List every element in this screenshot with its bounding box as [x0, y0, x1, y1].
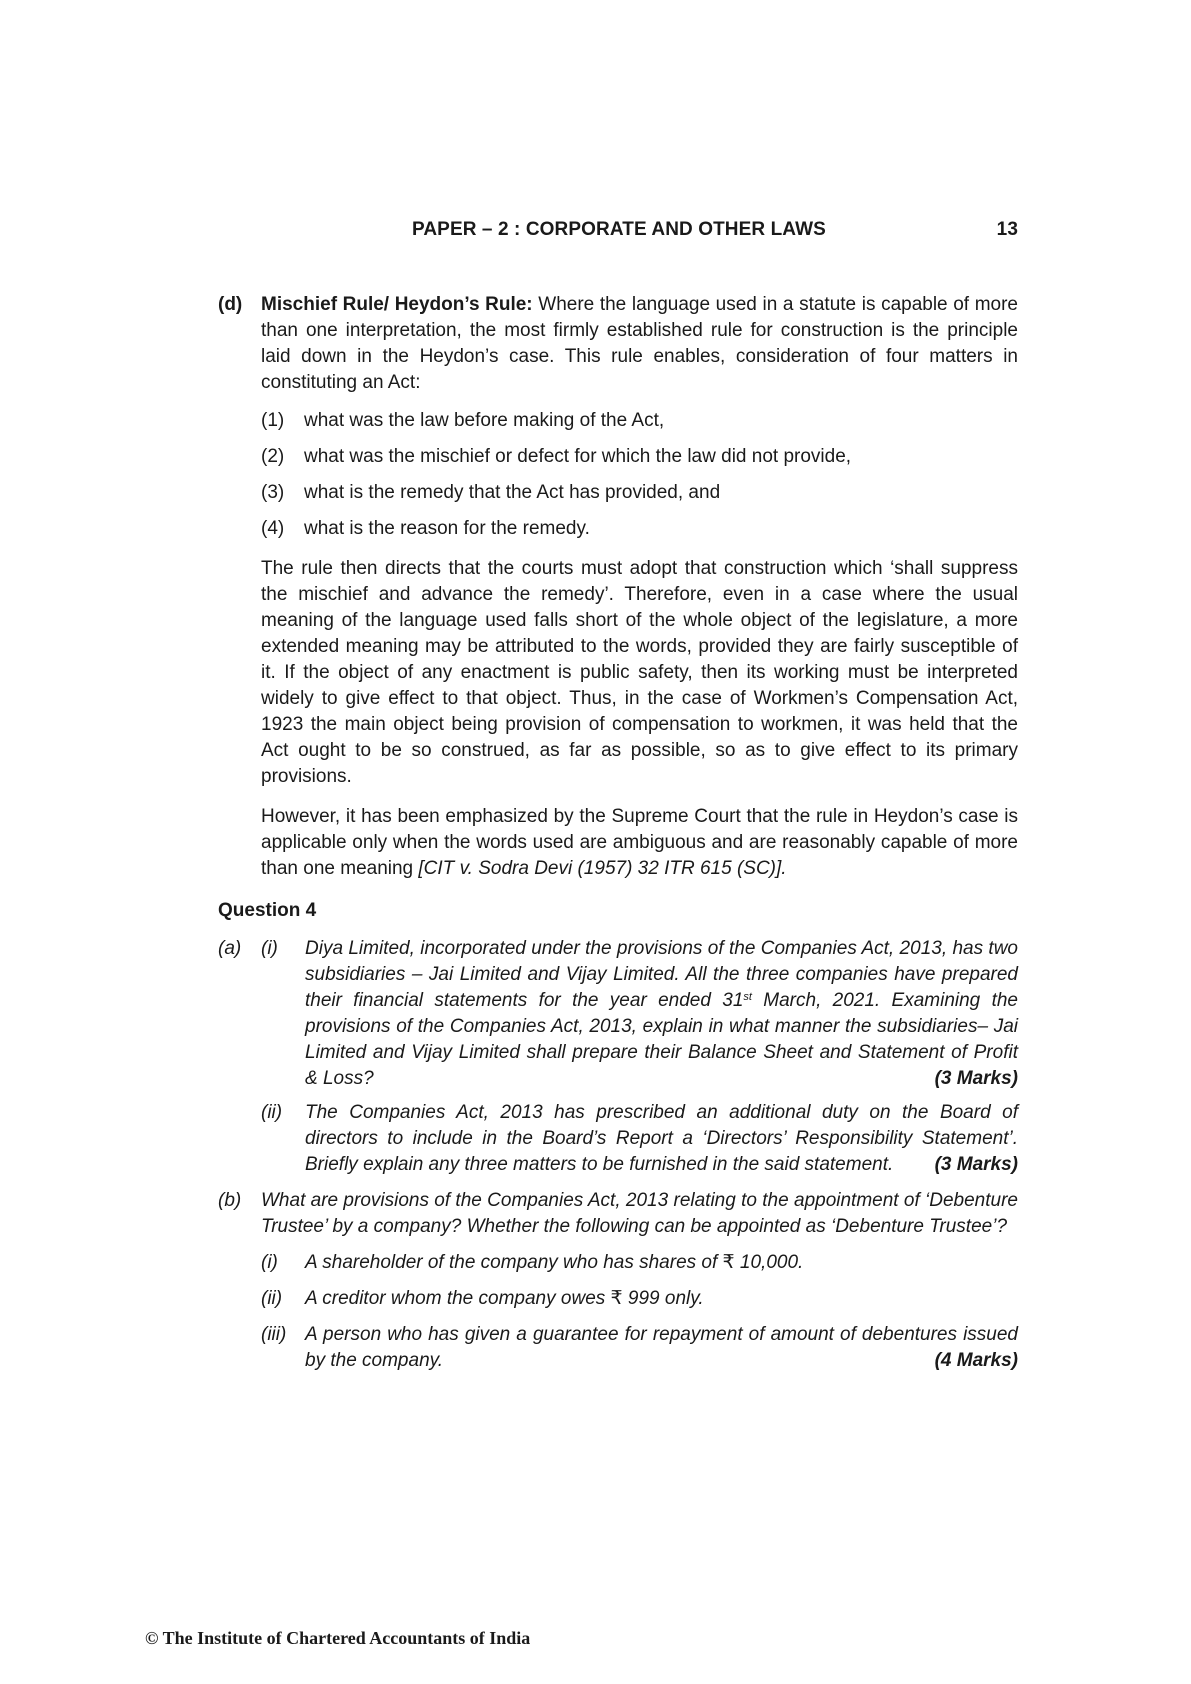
question-4b-i-text	[305, 1250, 1018, 1276]
section-d	[218, 292, 1018, 882]
section-d-intro-text: Where the language used in a statute is capable of more than one interpretation, the most firmly established rule for construction is the principle laid down in the Heydon’s case. This rule enables, consideration of four matters in constituting an Act:	[261, 294, 1018, 393]
supreme-court-paragraph	[261, 804, 1018, 882]
list-item-label: (1)	[261, 410, 285, 431]
list-item-text: what is the reason for the remedy.	[304, 518, 590, 539]
question-4b-iii	[261, 1322, 1018, 1374]
list-item-label: (4)	[261, 518, 285, 539]
question-4b	[218, 1188, 1018, 1374]
marks-badge: (4 Marks)	[934, 1350, 1018, 1371]
question-4a-i-text-part1: Diya Limited, incorporated under the provisions of the Companies Act, 2013, has two subsidiaries – Jai Limited and Vijay Limited. All the three companies have prepared their financial statements for the year ended 31	[305, 938, 1018, 1011]
question-4a-ii-body: The Companies Act, 2013 has prescribed an additional duty on the Board of directors to include in the Board’s Report a ‘Directors’ Responsibility Statement’. Briefly explain any three matters to be furnished in the said statement.	[305, 1102, 1018, 1175]
list-item	[261, 516, 1018, 542]
list-item-label: (3)	[261, 482, 285, 503]
section-d-intro	[261, 292, 1018, 396]
list-item	[261, 480, 1018, 506]
question-4a-label: (a)	[218, 938, 242, 959]
question-4b-content	[261, 1188, 1018, 1374]
list-item-text: what was the law before making of the Act,	[304, 410, 665, 431]
question-4a-ii-label: (ii)	[261, 1102, 283, 1123]
paper-title: PAPER – 2 : CORPORATE AND OTHER LAWS	[412, 219, 826, 240]
question-4a-i-text	[305, 936, 1018, 1092]
rule-paragraph: The rule then directs that the courts must adopt that construction which ‘shall suppress the mischief and advance the remedy’. Therefore, even in a case where the usual meaning of the language used falls short of the whole object of the legislature, a more extended meaning may be attributed to the words, provided they are fairly susceptible of it. If the object of any enactment is public safety, then its working must be interpreted widely to give effect to that object. Thus, in the case of Workmen’s Compensation Act, 1923 the main object being provision of compensation to workmen, it was held that the Act ought to be so construed, as far as possible, so as to give effect to its primary provisions.	[261, 558, 1018, 787]
section-d-heading: Mischief Rule/ Heydon’s Rule:	[261, 294, 533, 315]
copyright-footer: © The Institute of Chartered Accountants of India	[145, 1628, 531, 1648]
question-4a-i-label: (i)	[261, 938, 278, 959]
question-4b-ii-amount: 999 only.	[622, 1288, 704, 1309]
marks-badge: (3 Marks)	[934, 1154, 1018, 1175]
marks-badge: (3 Marks)	[934, 1068, 1018, 1089]
ordinal-suffix: st	[743, 991, 752, 1003]
question-4a-content	[261, 936, 1018, 1178]
question-4a-ii-text	[305, 1100, 1018, 1178]
supreme-court-text: However, it has been emphasized by the Supreme Court that the rule in Heydon’s case is applicable only when the words used are ambiguous and are reasonably capable of more than one meaning	[261, 806, 1018, 879]
question-4b-ii	[261, 1286, 1018, 1312]
question-heading: Question 4	[218, 900, 317, 921]
question-4a	[218, 936, 1018, 1178]
question-4b-i	[261, 1250, 1018, 1276]
section-d-label: (d)	[218, 294, 243, 315]
page-number: 13	[996, 219, 1018, 240]
question-4b-iii-text	[305, 1322, 1018, 1374]
question-4a-ii	[261, 1100, 1018, 1178]
list-item-text: what is the remedy that the Act has provided, and	[304, 482, 721, 503]
list-item-text: what was the mischief or defect for which the law did not provide,	[304, 446, 852, 467]
list-item	[261, 408, 1018, 434]
question-4a-i-text-part2: March, 2021. Examining the provisions of the Companies Act, 2013, explain in what manner the subsidiaries– Jai Limited and Vijay Limited shall prepare their Balance Sheet and Statement of Profit & Loss?	[305, 990, 1018, 1089]
rupee-symbol: ₹	[722, 1252, 735, 1273]
question-4b-iii-body: A person who has given a guarantee for repayment of amount of debentures issued by the company.	[305, 1324, 1018, 1371]
list-item-label: (2)	[261, 446, 285, 467]
list-item	[261, 444, 1018, 470]
question-4b-i-label: (i)	[261, 1252, 278, 1273]
page-body	[218, 292, 1018, 1374]
question-4b-i-text-part1: A shareholder of the company who has shares of	[305, 1252, 723, 1273]
question-4b-ii-label: (ii)	[261, 1288, 283, 1309]
question-4a-i	[261, 936, 1018, 1092]
matters-list	[261, 408, 1018, 542]
case-citation: [CIT v. Sodra Devi (1957) 32 ITR 615 (SC)].	[418, 858, 787, 879]
question-4b-label: (b)	[218, 1190, 242, 1211]
rupee-symbol: ₹	[610, 1288, 623, 1309]
question-4b-text: What are provisions of the Companies Act, 2013 relating to the appointment of ‘Debenture Trustee’ by a company? Whether the following can be appointed as ‘Debenture Trustee’?	[261, 1190, 1018, 1237]
question-4b-ii-text	[305, 1286, 1018, 1312]
question-4b-i-amount: 10,000.	[734, 1252, 804, 1273]
section-d-content	[261, 292, 1018, 882]
question-4b-iii-label: (iii)	[261, 1324, 287, 1345]
question-4b-ii-text-part1: A creditor whom the company owes	[305, 1288, 611, 1309]
